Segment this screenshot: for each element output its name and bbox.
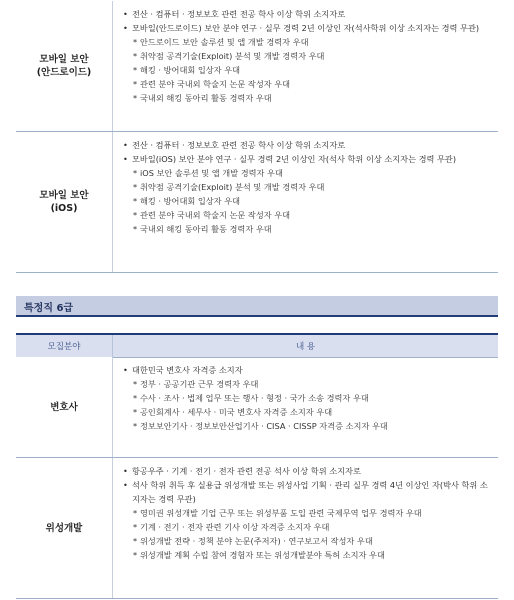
header-content: 내 용 bbox=[295, 342, 316, 352]
requirement-item: • 대한민국 변호사 자격증 소지자 bbox=[123, 363, 492, 377]
requirement-item: • 항공우주 · 기계 · 전기 · 전자 관련 전공 석사 이상 학위 소지자로 bbox=[123, 464, 492, 478]
preference-item: * 수사 · 조사 · 법제 업무 또는 행사 · 형정 · 국가 소송 경력자 우대 bbox=[123, 391, 492, 405]
category-label: (iOS) bbox=[50, 203, 78, 214]
category-cell bbox=[16, 1, 113, 131]
preference-item: * 해킹 · 방어대회 입상자 우대 bbox=[123, 63, 492, 77]
requirement-item: • 전산 · 컴퓨터 · 정보보호 관련 전공 학사 이상 학위 소지자로 bbox=[123, 138, 492, 152]
header-category: 모집분야 bbox=[16, 335, 113, 357]
preference-item: * 해킹 · 방어대회 입상자 우대 bbox=[123, 194, 492, 208]
category-cell bbox=[16, 132, 113, 272]
requirement-item: • 모바일(안드로이드) 보안 분야 연구 · 실무 경력 2년 이상인 자(석사학위 이상 소지자는 경력 무관) bbox=[123, 21, 492, 35]
preference-item: * 국내외 해킹 동아리 활동 경력자 우대 bbox=[123, 222, 492, 236]
requirements-table-top bbox=[16, 0, 498, 273]
table-row bbox=[16, 357, 498, 458]
preference-item: * 위성개발 계획 수립 참여 경험자 또는 위성개발분야 특허 소지자 우대 bbox=[123, 548, 492, 562]
content-cell bbox=[113, 132, 498, 272]
preference-item: * iOS 보안 솔루션 및 앱 개발 경력자 우대 bbox=[123, 166, 492, 180]
section-banner bbox=[16, 296, 498, 317]
preference-item: * 정부 · 공공기관 근무 경력자 우대 bbox=[123, 377, 492, 391]
preference-item: * 관련 분야 국내외 학술지 논문 작성자 우대 bbox=[123, 208, 492, 222]
requirement-item: • 모바일(iOS) 보안 분야 연구 · 실무 경력 2년 이상인 자(석사 학위 이상 소지자는 경력 무관) bbox=[123, 152, 492, 166]
requirement-item: • 전산 · 컴퓨터 · 정보보호 관련 전공 학사 이상 학위 소지자로 bbox=[123, 7, 492, 21]
category-label: 모바일 보안 bbox=[39, 190, 89, 201]
content-cell bbox=[113, 357, 498, 457]
category-cell bbox=[16, 458, 113, 598]
category-label: 위성개발 bbox=[45, 522, 83, 534]
preference-item: * 관련 분야 국내외 학술지 논문 작성자 우대 bbox=[123, 77, 492, 91]
preference-item: * 안드로이드 보안 솔루션 및 앱 개발 경력자 우대 bbox=[123, 35, 492, 49]
preference-item: * 위성개발 전략 · 정책 분야 논문(주저자) · 연구보고서 작성자 우대 bbox=[123, 534, 492, 548]
preference-item: * 공인회계사 · 세무사 · 미국 변호사 자격증 소지자 우대 bbox=[123, 405, 492, 419]
category-label: (안드로이드) bbox=[36, 67, 92, 78]
requirement-item: • 석사 학위 취득 후 실용급 위성개발 또는 위성사업 기획 · 관리 실무 경력 4년 이상인 자(박사 학위 소지자는 경력 무관) bbox=[123, 478, 492, 506]
content-cell bbox=[113, 458, 498, 598]
category-cell bbox=[16, 357, 113, 457]
preference-item: * 기계 · 전기 · 전자 관련 기사 이상 자격증 소지자 우대 bbox=[123, 520, 492, 534]
table-row bbox=[16, 132, 498, 273]
section-title: 특정직 6급 bbox=[24, 303, 74, 314]
table-header bbox=[16, 333, 498, 358]
table-row bbox=[16, 458, 498, 599]
preference-item: * 취약점 공격기술(Exploit) 분석 및 개발 경력자 우대 bbox=[123, 49, 492, 63]
content-cell bbox=[113, 1, 498, 131]
preference-item: * 영미권 위성개발 기업 근무 또는 위성부품 도입 관련 국제무역 업무 경력자 우대 bbox=[123, 506, 492, 520]
preference-item: * 국내외 해킹 동아리 활동 경력자 우대 bbox=[123, 91, 492, 105]
category-label: 변호사 bbox=[50, 401, 78, 413]
preference-item: * 취약점 공격기술(Exploit) 분석 및 개발 경력자 우대 bbox=[123, 180, 492, 194]
category-label: 모바일 보안 bbox=[39, 54, 89, 65]
requirements-table-bottom bbox=[16, 357, 498, 599]
preference-item: * 정보보안기사 · 정보보안산업기사 · CISA · CISSP 자격증 소지자 우대 bbox=[123, 419, 492, 433]
table-row bbox=[16, 1, 498, 132]
